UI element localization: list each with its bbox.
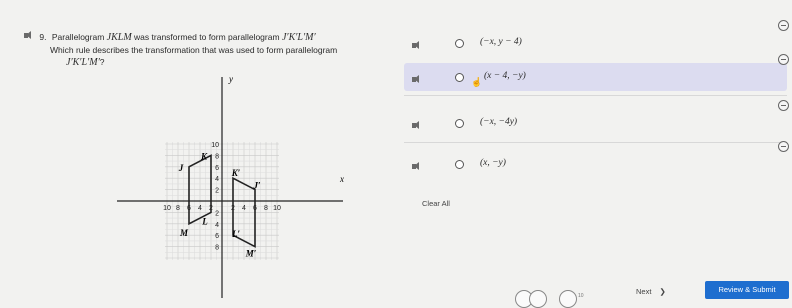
figure-name: JKLM — [106, 32, 132, 43]
y-tick-label: 6 — [215, 164, 219, 172]
y-tick-label: 2 — [215, 187, 219, 195]
vertex-label: L — [202, 216, 208, 227]
x-tick-label: 6 — [253, 205, 257, 212]
y-tick-label: 8 — [215, 153, 219, 161]
eliminate-icon[interactable] — [778, 100, 789, 111]
choice-c[interactable] — [404, 109, 787, 137]
x-tick-label: 8 — [264, 205, 268, 212]
divider — [404, 142, 787, 143]
question-mark: ? — [99, 57, 105, 67]
y-tick-label: 2 — [215, 210, 219, 218]
hand-pointer-icon: ☝ — [471, 77, 483, 87]
y-tick-label: 6 — [215, 233, 219, 241]
figure-name: J′K′L′M′ — [281, 32, 316, 43]
review-submit-button[interactable]: Review & Submit — [705, 281, 789, 299]
choice-d[interactable] — [404, 150, 787, 178]
x-tick-label: 10 — [273, 205, 281, 212]
audio-icon[interactable] — [412, 75, 423, 84]
x-axis-label: x — [340, 174, 344, 184]
x-tick-label: 2 — [231, 205, 235, 212]
choice-a[interactable] — [404, 29, 787, 57]
y-tick-label: 10 — [211, 142, 219, 149]
radio-button[interactable] — [455, 160, 464, 169]
chevron-right-icon: ❯ — [659, 287, 666, 296]
audio-icon[interactable] — [412, 121, 423, 130]
y-tick-label: 8 — [215, 244, 219, 252]
question-text-part: was transformed to form parallelogram — [134, 32, 280, 42]
audio-icon[interactable] — [412, 41, 423, 50]
eliminate-icon[interactable] — [778, 20, 789, 31]
vertex-label: K — [200, 151, 208, 162]
question-number: 9. — [39, 32, 47, 42]
figure-name: J′K′L′M′ — [66, 57, 100, 68]
coordinate-graph — [115, 74, 345, 299]
question-text-part: Which rule describes the transformation that was used to form parallelogram — [50, 45, 338, 55]
nav-bubble[interactable] — [559, 290, 577, 308]
next-label: Next — [636, 287, 652, 296]
audio-icon[interactable] — [412, 162, 423, 171]
choice-text: (−x, y − 4) — [480, 37, 522, 47]
next-button[interactable] — [636, 287, 666, 296]
divider — [404, 95, 787, 96]
radio-button[interactable] — [455, 73, 464, 82]
y-tick-label: 4 — [215, 176, 219, 184]
choice-b[interactable] — [404, 63, 787, 91]
page-number: 10 — [578, 293, 584, 299]
y-tick-label: 4 — [215, 221, 219, 229]
nav-bubble[interactable] — [529, 290, 547, 308]
vertex-label: M′ — [245, 248, 257, 259]
eliminate-icon[interactable] — [778, 141, 789, 152]
x-tick-label: 2 — [209, 205, 213, 212]
choice-text: (x, −y) — [480, 158, 506, 168]
x-tick-label: 4 — [198, 205, 202, 212]
radio-button[interactable] — [455, 39, 464, 48]
x-tick-label: 6 — [187, 205, 191, 212]
question-text-part: Parallelogram — [51, 32, 105, 42]
vertex-label: J — [178, 162, 184, 173]
x-tick-label: 10 — [163, 205, 171, 212]
eliminate-icon[interactable] — [778, 54, 789, 65]
vertex-label: J′ — [253, 180, 261, 191]
vertex-label: L′ — [231, 229, 241, 240]
choice-text: (−x, −4y) — [480, 117, 518, 127]
audio-icon[interactable] — [24, 31, 35, 40]
x-tick-label: 8 — [176, 205, 180, 212]
question-text — [24, 31, 399, 69]
radio-button[interactable] — [455, 119, 464, 128]
vertex-label: K′ — [231, 168, 241, 179]
x-tick-label: 4 — [242, 205, 246, 212]
clear-all-button[interactable]: Clear All — [422, 199, 450, 208]
y-axis-label: y — [229, 74, 233, 84]
vertex-label: M — [179, 227, 189, 238]
choice-text: (x − 4, −y) — [484, 71, 526, 81]
